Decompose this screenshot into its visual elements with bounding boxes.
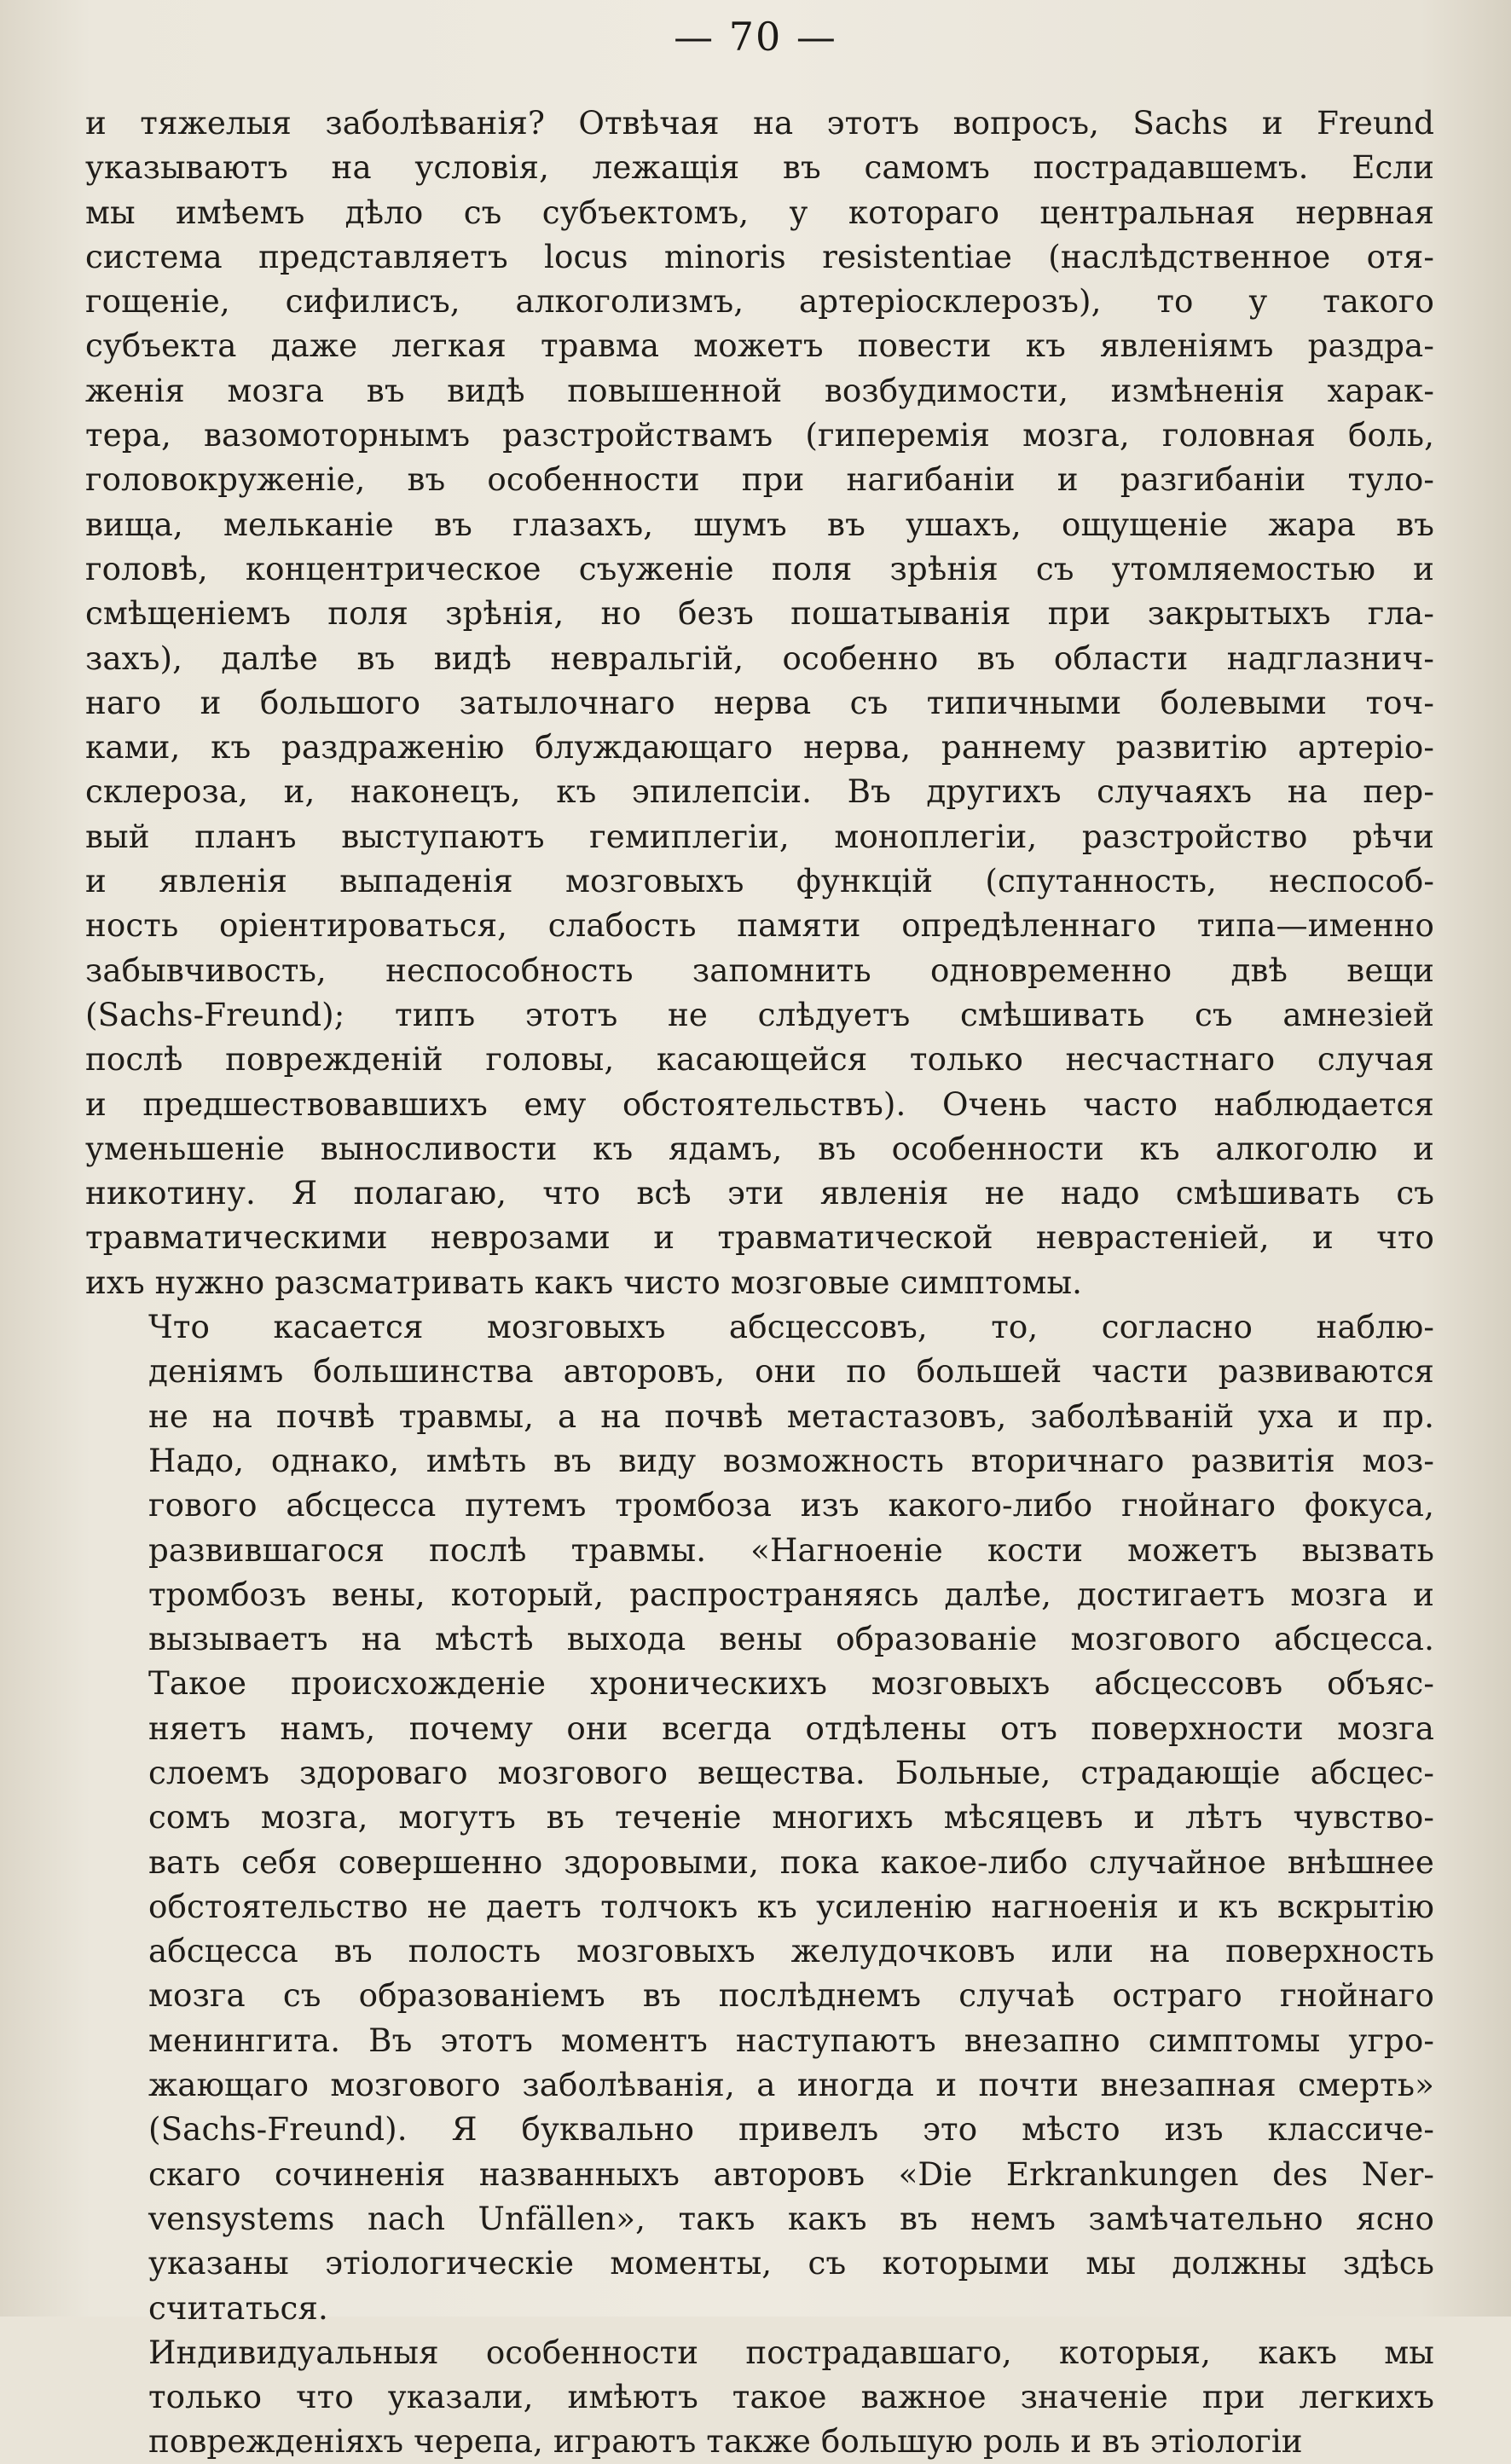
text-line: вый планъ выступаютъ гемиплегіи, моноплегіи, разстройство рѣчи [85,817,1434,855]
text-line: гового абсцесса путемъ тромбоза изъ какого-либо гнойнаго фокуса, [148,1486,1434,1524]
text-line: тера, вазомоторнымъ разстройствамъ (гиперемія мозга, головная боль, [85,416,1434,454]
paragraph [85,101,1434,1304]
text-line: Что касается мозговыхъ абсцессовъ, то, согласно наблю- [148,1308,1434,1346]
text-line: и тяжелыя заболѣванія? Отвѣчая на этотъ вопросъ, Sachs и Freund [85,104,1434,142]
text-line: мозга съ образованіемъ въ послѣднемъ случаѣ остраго гнойнаго [148,1976,1434,2015]
text-line: головокруженіе, въ особенности при нагибаніи и разгибаніи туло- [85,460,1434,499]
text-line: менингита. Въ этотъ моментъ наступаютъ внезапно симптомы угро- [148,2021,1434,2059]
text-line: головѣ, концентрическое съуженіе поля зрѣнія съ утомляемостью и [85,549,1434,587]
text-line: система представляетъ locus minoris resistentiae (наслѣдственное отя- [85,237,1434,275]
text-line: уменьшеніе выносливости къ ядамъ, въ особенности къ алкоголю и [85,1129,1434,1167]
text-line: вища, мельканіе въ глазахъ, шумъ въ ушахъ, ощущеніе жара въ [85,505,1434,543]
text-line: няетъ намъ, почему они всегда отдѣлены отъ поверхности мозга [148,1709,1434,1747]
text-line: указаны этіологическіе моменты, съ которыми мы должны здѣсь [148,2244,1434,2282]
text-line: и явленія выпаденія мозговыхъ функцій (спутанность, неспособ- [85,862,1434,900]
text-line: Такое происхожденіе хроническихъ мозговыхъ абсцессовъ объяс- [148,1664,1434,1703]
text-line: никотину. Я полагаю, что всѣ эти явленія не надо смѣшивать съ [85,1174,1434,1212]
text-line: ность оріентироваться, слабость памяти опредѣленнаго типа—именно [85,906,1434,945]
text-line: вать себя совершенно здоровыми, пока какое-либо случайное внѣшнее [148,1842,1434,1881]
page-number: — 70 — [674,14,837,60]
text-line: только что указали, имѣютъ такое важное значеніе при легкихъ [148,2378,1434,2416]
text-line: субъекта даже легкая травма можетъ повести къ явленіямъ раздра- [85,327,1434,365]
text-line: забывчивость, неспособность запомнить одновременно двѣ вещи [85,951,1434,989]
paragraph [85,1304,1434,2330]
text-line: захъ), далѣе въ видѣ невральгій, особенно въ области надглазнич- [85,639,1434,677]
text-line: травматическими неврозами и травматической неврастеніей, и что [85,1218,1434,1257]
text-line: ками, къ раздраженію блуждающаго нерва, раннему развитію артеріо- [85,728,1434,766]
text-line: мы имѣемъ дѣло съ субъектомъ, у котораго центральная нервная [85,193,1434,231]
text-line: слоемъ здороваго мозгового вещества. Больные, страдающіе абсцес- [148,1753,1434,1791]
text-line: наго и большого затылочнаго нерва съ типичными болевыми точ- [85,683,1434,721]
text-line: склероза, и, наконецъ, къ эпилепсіи. Въ другихъ случаяхъ на пер- [85,772,1434,811]
text-line: женія мозга въ видѣ повышенной возбудимости, измѣненія харак- [85,371,1434,409]
text-line: считаться. [148,2288,328,2327]
text-line: развившагося послѣ травмы. «Нагноеніе кости можетъ вызвать [148,1530,1434,1569]
text-line: скаго сочиненія названныхъ авторовъ «Die Erkrankungen des Ner- [148,2155,1434,2193]
text-line: и предшествовавшихъ ему обстоятельствъ). Очень часто наблюдается [85,1085,1434,1123]
text-line: Надо, однако, имѣть въ виду возможность вторичнаго развитія моз- [148,1441,1434,1479]
text-line: сомъ мозга, могутъ въ теченіе многихъ мѣсяцевъ и лѣтъ чувство- [148,1798,1434,1836]
text-line: вызываетъ на мѣстѣ выхода вены образованіе мозгового абсцесса. [148,1620,1434,1658]
text-line: абсцесса въ полость мозговыхъ желудочковъ или на поверхность [148,1932,1434,1970]
text-line: (Sachs-Freund). Я буквально привелъ это мѣсто изъ классиче- [148,2110,1434,2149]
page-body-text [85,101,1434,2464]
text-line: послѣ поврежденій головы, касающейся только несчастнаго случая [85,1040,1434,1079]
text-line: Индивидуальныя особенности пострадавшаго, которыя, какъ мы [148,2333,1434,2371]
text-line: не на почвѣ травмы, а на почвѣ метастазовъ, заболѣваній уха и пр. [148,1397,1434,1435]
text-line: жающаго мозгового заболѣванія, а иногда и почти внезапная смерть» [148,2066,1434,2104]
paragraph [85,2330,1434,2464]
text-line: указываютъ на условія, лежащія въ самомъ пострадавшемъ. Если [85,148,1434,187]
text-line: деніямъ большинства авторовъ, они по большей части развиваются [148,1352,1434,1391]
text-line: (Sachs-Freund); типъ этотъ не слѣдуетъ смѣшивать съ амнезіей [85,995,1434,1033]
text-line: обстоятельство не даетъ толчокъ къ усиленію нагноенія и къ вскрытію [148,1887,1434,1925]
text-line: гощеніе, сифилисъ, алкоголизмъ, артеріосклерозъ), то у такого [85,282,1434,321]
text-line: поврежденіяхъ черепа, играютъ также большую роль и въ этіологіи [148,2422,1303,2461]
text-line: тромбозъ вены, который, распространяясь далѣе, достигаетъ мозга и [148,1575,1434,1613]
text-line: смѣщеніемъ поля зрѣнія, но безъ пошатыванія при закрытыхъ гла- [85,594,1434,633]
text-line: ихъ нужно разсматривать какъ чисто мозговые симптомы. [85,1263,1083,1301]
text-line: vensystems nach Unfällen», такъ какъ въ немъ замѣчательно ясно [148,2199,1434,2237]
